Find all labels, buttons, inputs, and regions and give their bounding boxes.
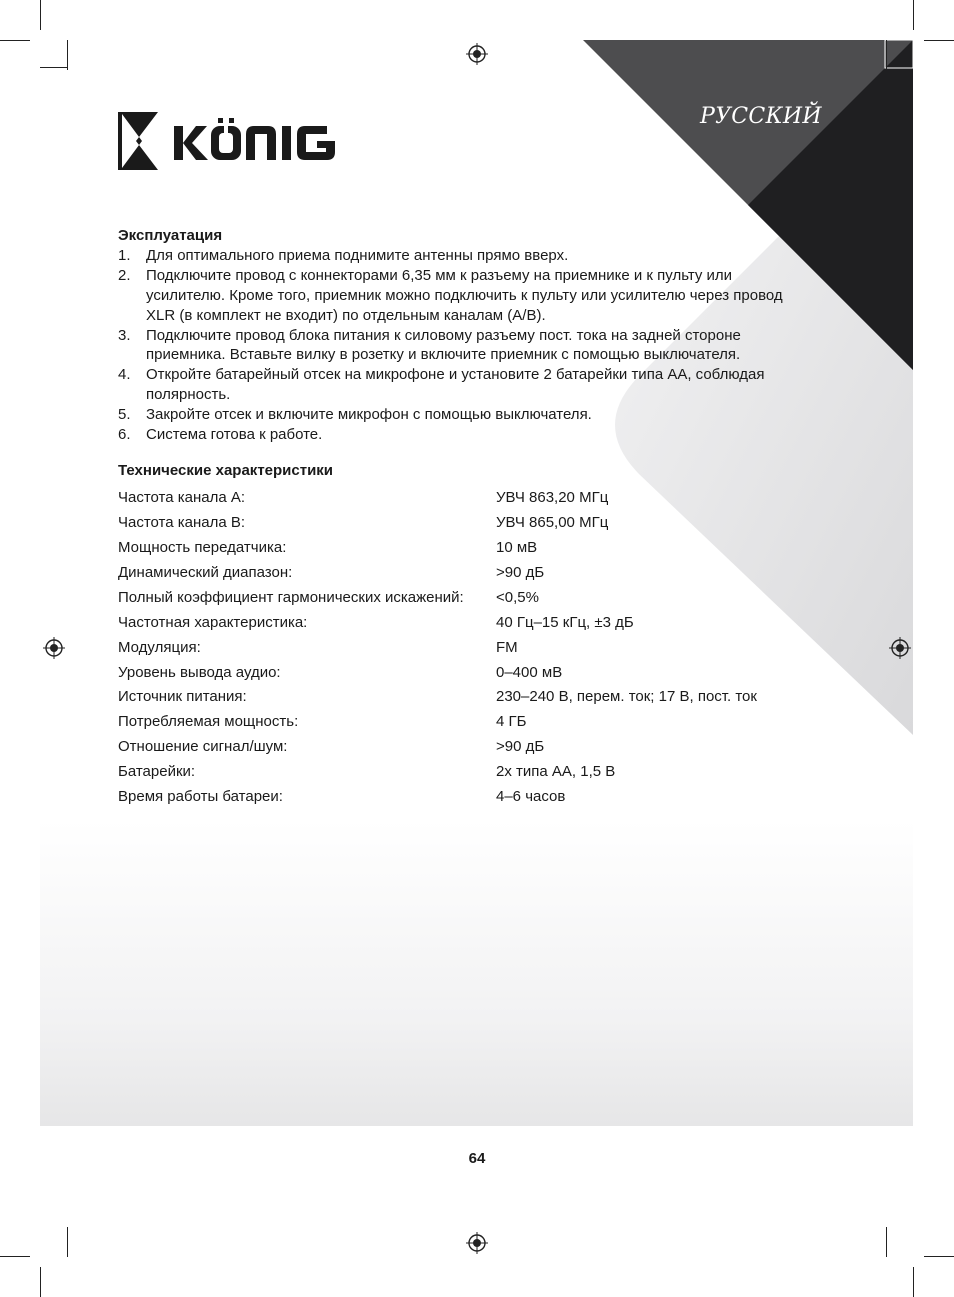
spec-value: <0,5% <box>496 588 539 606</box>
konig-logo <box>118 112 342 172</box>
table-row <box>118 760 798 785</box>
operation-steps <box>118 246 798 445</box>
crop-mark <box>886 1227 887 1257</box>
spec-value: >90 дБ <box>496 564 545 582</box>
list-item: 4. Откройте батарейный отсек на микрофоне и установите 2 батарейки типа AA, соблюдая полярность. <box>118 366 765 404</box>
spec-value: УВЧ 865,00 МГц <box>496 514 609 532</box>
registration-mark-icon <box>466 1232 488 1254</box>
crop-mark <box>67 1227 68 1257</box>
crop-mark <box>913 0 914 30</box>
table-row <box>118 735 798 760</box>
spec-value: 4 ГБ <box>496 713 527 731</box>
spec-label: Источник питания: <box>118 688 247 706</box>
table-row <box>118 785 798 810</box>
table-row <box>118 635 798 660</box>
spec-label: Полный коэффициент гармонических искажений: <box>118 588 464 606</box>
spec-label: Отношение сигнал/шум: <box>118 738 288 756</box>
spec-label: Время работы батареи: <box>118 788 283 806</box>
specs-table <box>118 486 798 810</box>
table-row <box>118 660 798 685</box>
table-row <box>118 710 798 735</box>
registration-mark-icon <box>889 637 911 659</box>
spec-value: 4–6 часов <box>496 788 566 806</box>
spec-value: FM <box>496 638 518 656</box>
list-item: 1. Для оптимального приема поднимите антенны прямо вверх. <box>118 246 569 264</box>
table-row <box>118 511 798 536</box>
spec-label: Частота канала A: <box>118 489 246 507</box>
crop-mark <box>40 0 41 30</box>
spec-value: 0–400 мВ <box>496 663 563 681</box>
spec-label: Потребляемая мощность: <box>118 713 299 731</box>
crop-mark <box>924 1256 954 1257</box>
table-row <box>118 486 798 511</box>
registration-mark-icon <box>43 637 65 659</box>
spec-value: 40 Гц–15 кГц, ±3 дБ <box>496 613 634 631</box>
list-item: 3. Подключите провод блока питания к силовому разъему пост. тока на задней стороне приемника. Вставьте вилку в розетку и включите приемник с помощью выключателя. <box>118 326 741 364</box>
crop-mark <box>67 40 68 70</box>
spec-label: Уровень вывода аудио: <box>118 663 281 681</box>
spec-value: УВЧ 863,20 МГц <box>496 489 609 507</box>
spec-label: Динамический диапазон: <box>118 564 293 582</box>
crop-mark <box>886 40 887 70</box>
bottom-fade-panel <box>40 820 913 1126</box>
list-item: 6. Система готова к работе. <box>118 426 323 444</box>
spec-value: 10 мВ <box>496 539 538 557</box>
spec-label: Частота канала B: <box>118 514 246 532</box>
specs-heading: Технические характеристики <box>118 461 334 479</box>
list-item: 5. Закройте отсек и включите микрофон с помощью выключателя. <box>118 406 592 424</box>
crop-mark <box>40 67 68 68</box>
table-row <box>118 536 798 561</box>
language-label: РУССКИЙ <box>700 104 822 129</box>
crop-mark <box>0 40 30 41</box>
spec-label: Мощность передатчика: <box>118 539 287 557</box>
spec-value: >90 дБ <box>496 738 545 756</box>
crop-mark <box>40 1267 41 1297</box>
table-row <box>118 610 798 635</box>
spec-value: 230–240 В, перем. ток; 17 В, пост. ток <box>496 688 757 706</box>
table-row <box>118 685 798 710</box>
crop-mark <box>913 1267 914 1297</box>
page-number: 64 <box>468 1150 486 1167</box>
registration-mark-icon <box>466 43 488 65</box>
content <box>118 226 798 809</box>
spec-value: 2x типа AA, 1,5 В <box>496 763 616 781</box>
spec-label: Частотная характеристика: <box>118 613 308 631</box>
table-row <box>118 585 798 610</box>
crop-mark <box>0 1256 30 1257</box>
spec-label: Модуляция: <box>118 638 201 656</box>
table-row <box>118 561 798 586</box>
list-item: 2. Подключите провод с коннекторами 6,35 мм к разъему на приемнике и к пульту или усилителю. Кроме того, приемник можно подключить к пульту или усилителю через провод XLR (в комплект не входит) по отдельным каналам (A/B). <box>118 266 783 324</box>
spec-label: Батарейки: <box>118 763 196 781</box>
operation-heading: Эксплуатация <box>118 227 223 244</box>
crop-mark <box>924 40 954 41</box>
